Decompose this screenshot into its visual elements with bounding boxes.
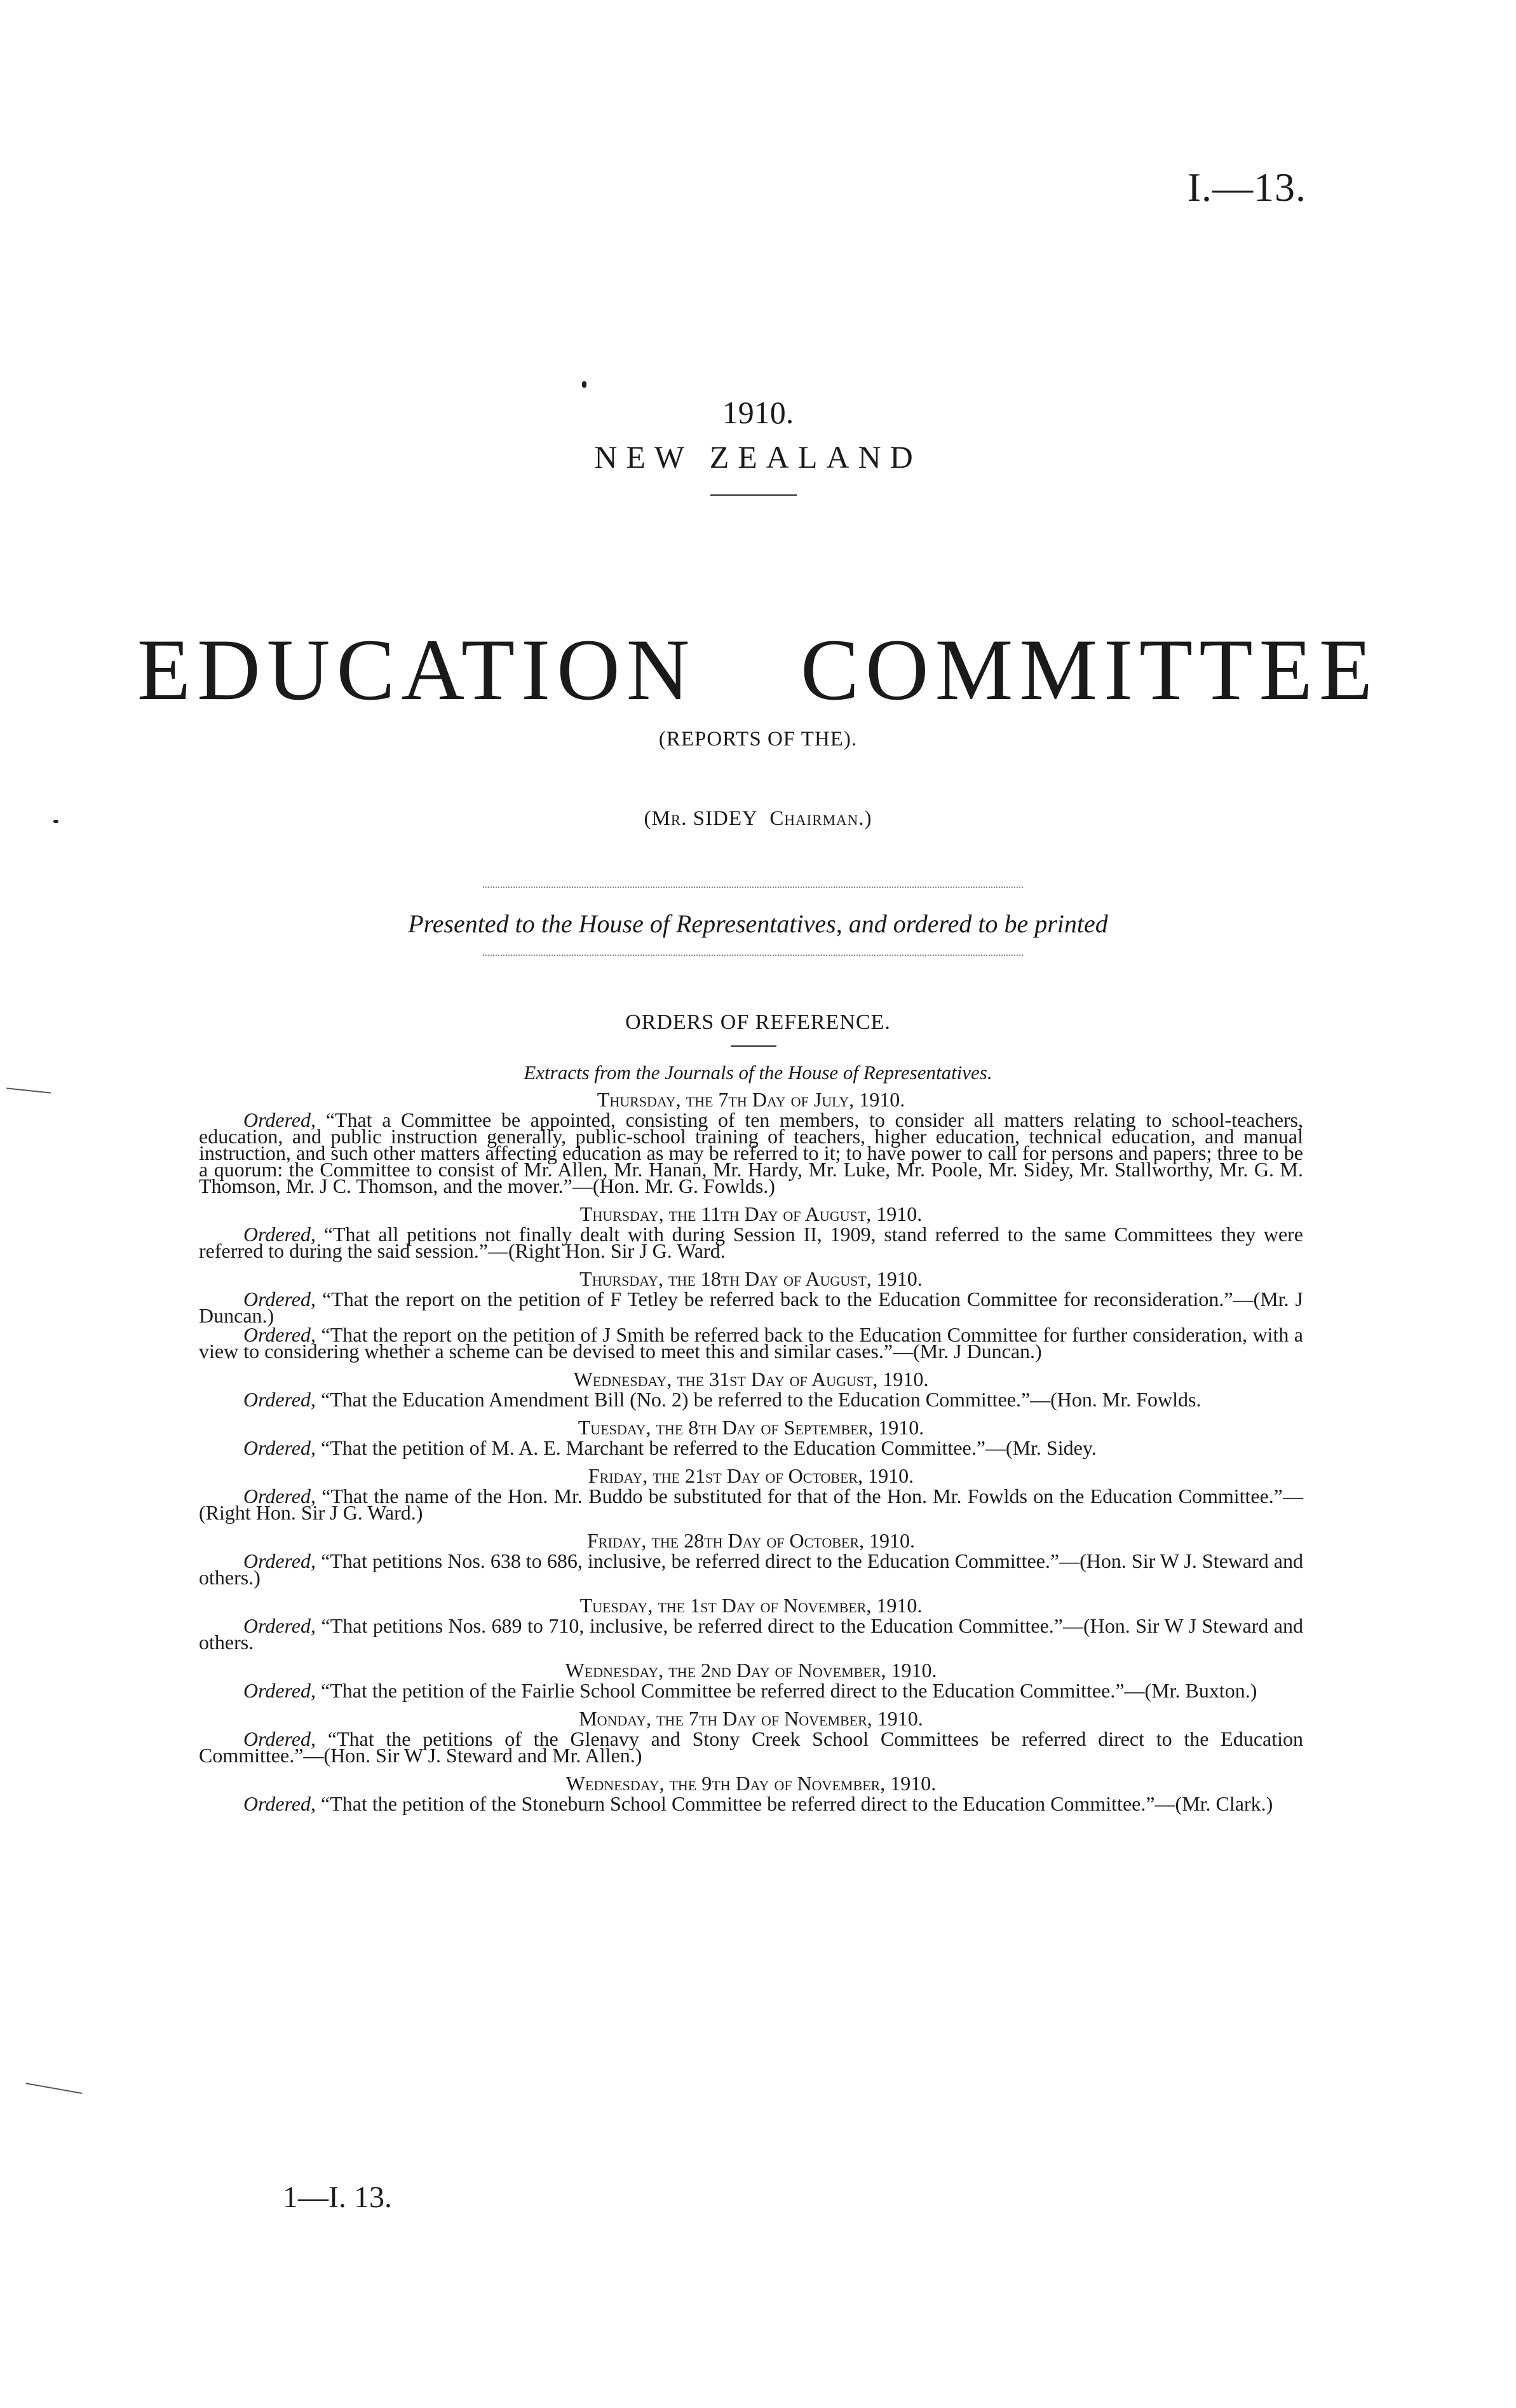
document-reference: I.—13. <box>1187 165 1306 210</box>
speck-mark <box>582 381 586 388</box>
order-paragraph <box>199 1323 1303 1363</box>
order-paragraph <box>199 1108 1303 1197</box>
order-date: Friday, the 21st Day of October, 1910. <box>588 1464 914 1487</box>
margin-mark <box>6 1087 51 1093</box>
order-lead: Ordered, <box>243 1679 316 1702</box>
country: NEW ZEALAND <box>594 439 922 475</box>
chairman-name: (Mr. SIDEY <box>644 807 758 830</box>
order-text: “That all petitions not finally dealt with during Session II, 1909, stand referred to the same Committees they were referred to during the said session.”—(Right Hon. Sir J G. Ward. <box>199 1223 1303 1262</box>
order-date: Friday, the 28th Day of October, 1910. <box>586 1529 916 1552</box>
order-text: “That the petition of the Fairlie School Committee be referred direct to the Education Committee.”—(Mr. Buxton.) <box>316 1679 1257 1702</box>
order-lead: Ordered, <box>243 1485 316 1507</box>
speck-mark <box>53 820 58 823</box>
chairman-role: Chairman.) <box>769 807 872 830</box>
order-date: Thursday, the 11th Day of August, 1910. <box>579 1202 923 1225</box>
order-text: “That the name of the Hon. Mr. Buddo be substituted for that of the Hon. Mr. Fowlds on the Education Committee.”—(Right Hon. Sir J G. Ward.) <box>199 1485 1303 1524</box>
orders-heading: ORDERS OF REFERENCE. <box>625 1010 891 1034</box>
orders-divider <box>731 1045 776 1047</box>
order-lead: Ordered, <box>243 1223 316 1246</box>
order-paragraph <box>199 1792 1303 1815</box>
order-paragraph <box>199 1549 1303 1589</box>
order-text: “That the petition of the Stoneburn School Committee be referred direct to the Education Committee.”—(Mr. Clark.) <box>316 1792 1273 1815</box>
order-lead: Ordered, <box>243 1108 316 1131</box>
orders-body <box>199 1088 1303 1815</box>
order-paragraph <box>199 1436 1303 1459</box>
order-text: “That the petitions of the Glenavy and Stony Creek School Committees be referred direct to the Education Committee.”—(Hon. Sir W J. Steward and Mr. Allen.) <box>199 1727 1303 1767</box>
order-lead: Ordered, <box>243 1388 316 1411</box>
order-lead: Ordered, <box>243 1436 316 1459</box>
order-paragraph <box>199 1223 1303 1262</box>
order-date: Wednesday, the 31st Day of August, 1910. <box>573 1368 929 1391</box>
order-text: “That a Committee be appointed, consisting of ten members, to consider all matters relating to school-teachers, education, and public instruction generally, public-school training of teachers, higher education, technical education, and manual instruction, and such other matters affecting education as may be referred to it; to have power to call for persons and papers; three to be a quorum: the Committee to consist of Mr. Allen, Mr. Hanan, Mr. Hardy, Mr. Luke, Mr. Poole, Mr. Sidey, Mr. Stallworthy, Mr. G. M. Thomson, Mr. J C. Thomson, and the mover.”—(Hon. Mr. G. Fowlds.) <box>199 1108 1303 1197</box>
order-text: “That the petition of M. A. E. Marchant be referred to the Education Committee.”—(Mr. Sidey. <box>316 1436 1097 1459</box>
order-text: “That petitions Nos. 638 to 686, inclusive, be referred direct to the Education Committee.”—(Hon. Sir W J. Steward and others.) <box>199 1549 1303 1589</box>
presented-top-rule <box>483 887 1023 888</box>
order-date: Tuesday, the 8th Day of September, 1910. <box>578 1416 924 1439</box>
subtitle: (REPORTS OF THE). <box>658 728 858 751</box>
order-date: Tuesday, the 1st Day of November, 1910. <box>579 1594 923 1617</box>
order-paragraph <box>199 1727 1303 1767</box>
presented-line: Presented to the House of Representatives, and ordered to be printed <box>408 909 1108 938</box>
order-paragraph <box>199 1614 1303 1654</box>
order-lead: Ordered, <box>243 1549 316 1572</box>
order-date: Thursday, the 18th Day of August, 1910. <box>579 1267 923 1290</box>
order-paragraph <box>199 1288 1303 1327</box>
order-paragraph <box>199 1485 1303 1524</box>
chairman-line <box>0 807 1516 831</box>
order-lead: Ordered, <box>243 1792 316 1815</box>
extracts-line: Extracts from the Journals of the House of Representatives. <box>524 1061 992 1084</box>
title-divider <box>710 494 797 496</box>
order-date: Wednesday, the 2nd Day of November, 1910. <box>565 1659 937 1682</box>
presented-bottom-rule <box>483 955 1023 956</box>
order-text: “That the report on the petition of J Smith be referred back to the Education Committee for further consideration, with a view to considering whether a scheme can be devised to meet this and similar cases.”—(Mr. J Duncan.) <box>199 1323 1303 1363</box>
margin-mark <box>26 2083 83 2094</box>
order-text: “That the report on the petition of F Tetley be referred back to the Education Committee for reconsideration.”—(Mr. J Duncan.) <box>199 1288 1303 1327</box>
year: 1910. <box>722 395 794 430</box>
order-text: “That petitions Nos. 689 to 710, inclusive, be referred direct to the Education Committee.”—(Hon. Sir W J Steward and others. <box>199 1614 1303 1654</box>
order-date: Thursday, the 7th Day of July, 1910. <box>597 1088 905 1111</box>
order-date: Monday, the 7th Day of November, 1910. <box>579 1707 923 1730</box>
order-lead: Ordered, <box>243 1727 316 1750</box>
order-lead: Ordered, <box>243 1288 316 1310</box>
footer-signature: 1—I. 13. <box>283 2180 392 2214</box>
order-lead: Ordered, <box>243 1614 316 1637</box>
page-title: EDUCATION COMMITTEE <box>137 621 1379 718</box>
order-paragraph <box>199 1679 1303 1702</box>
order-text: “That the Education Amendment Bill (No. 2) be referred to the Education Committee.”—(Hon. Mr. Fowlds. <box>316 1388 1201 1411</box>
order-date: Wednesday, the 9th Day of November, 1910. <box>565 1772 937 1795</box>
order-lead: Ordered, <box>243 1323 316 1346</box>
order-paragraph <box>199 1388 1303 1411</box>
